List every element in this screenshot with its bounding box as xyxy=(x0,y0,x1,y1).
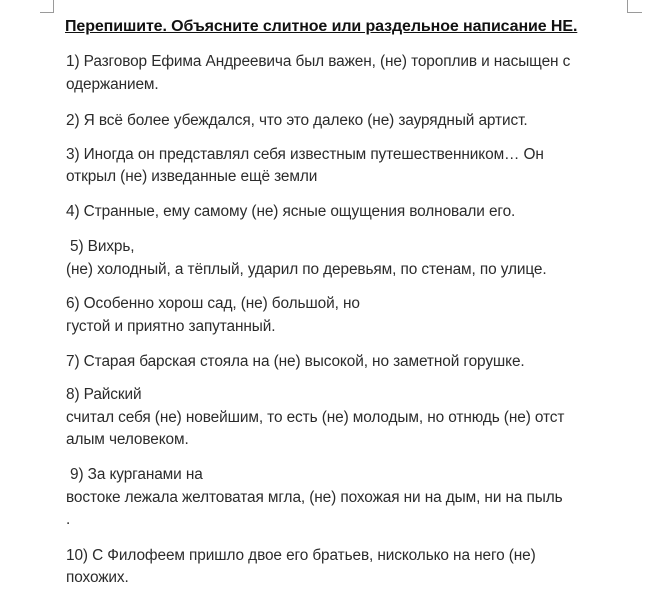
text-line: считал себя (не) новейшим, то есть (не) молодым, но отнюдь (не) отст xyxy=(66,409,565,426)
text-line: 6) Особенно хорош сад, (не) большой, но xyxy=(66,295,360,312)
text-line: . xyxy=(66,511,71,528)
text-line: открыл (не) изведанные ещё земли xyxy=(66,168,318,185)
document-title: Перепишите. Объясните слитное или раздельное написание НЕ. xyxy=(65,18,578,35)
text-line: похожих. xyxy=(66,569,129,586)
text-line: 10) С Филофеем пришло двое его братьев, нисколько на него (не) xyxy=(66,547,536,564)
text-line: одержанием. xyxy=(66,76,159,93)
text-line: 3) Иногда он представлял себя известным путешественником… Он xyxy=(66,146,544,163)
text-line: (не) холодный, а тёплый, ударил по деревьям, по стенам, по улице. xyxy=(66,261,547,278)
page-corner-mark-right xyxy=(627,0,642,13)
page-corner-mark-left xyxy=(40,0,54,13)
text-line: густой и приятно запутанный. xyxy=(66,318,276,335)
text-line: 4) Странные, ему самому (не) ясные ощущения волновали его. xyxy=(66,203,516,220)
text-line: востоке лежала желтоватая мгла, (не) похожая ни на дым, ни на пыль xyxy=(66,489,563,506)
text-line: алым человеком. xyxy=(66,431,189,448)
text-line: 8) Райский xyxy=(66,386,142,403)
text-line: 5) Вихрь, xyxy=(70,238,135,255)
text-line: 7) Старая барская стояла на (не) высокой, но заметной горушке. xyxy=(66,353,525,370)
text-line: 1) Разговор Ефима Андреевича был важен, (не) тороплив и насыщен с xyxy=(66,53,571,70)
text-line: 9) За курганами на xyxy=(70,466,203,483)
text-line: 2) Я всё более убеждался, что это далеко (не) заурядный артист. xyxy=(66,112,528,129)
